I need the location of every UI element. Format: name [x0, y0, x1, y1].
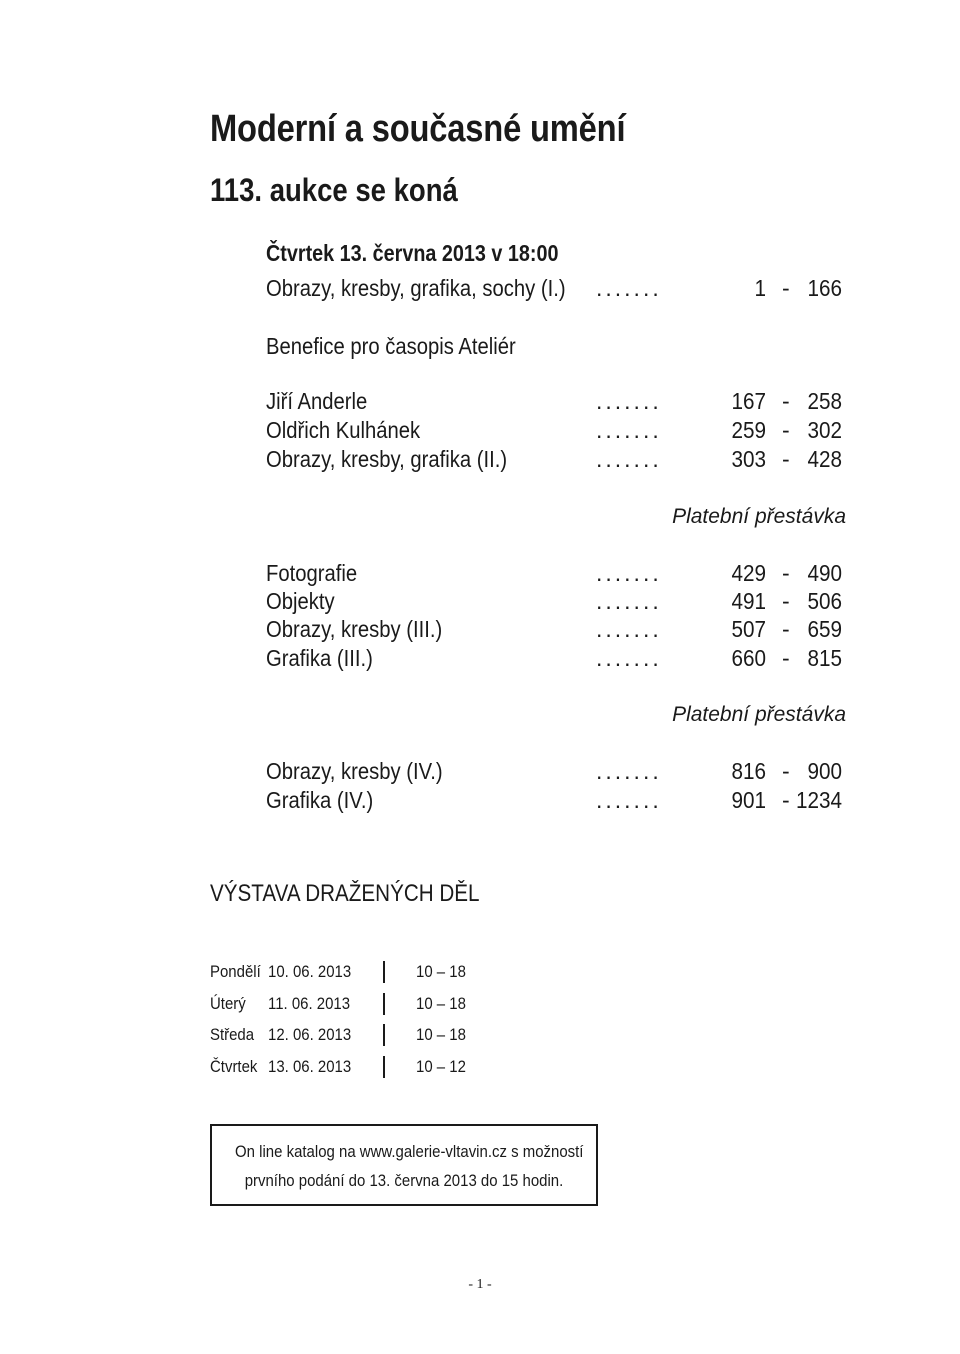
lot-dash: - — [782, 275, 790, 301]
lot-row — [266, 787, 866, 815]
lot-from: 491 — [731, 588, 766, 614]
lot-from: 429 — [731, 560, 766, 586]
lot-category: Obrazy, kresby, grafika, sochy (I.) — [266, 275, 566, 301]
lot-category: Jiří Anderle — [266, 388, 368, 414]
lot-row — [266, 560, 866, 588]
lot-to: 258 — [807, 388, 842, 414]
exhibition-heading: VÝSTAVA DRAŽENÝCH DĚL — [210, 880, 480, 907]
exhibition-date: 10. 06. 2013 — [268, 962, 352, 981]
lot-dash: - — [782, 588, 790, 614]
lot-to: 900 — [807, 758, 842, 784]
auction-subtitle: 113. aukce se koná — [210, 172, 458, 208]
lot-from: 259 — [731, 417, 766, 443]
separator-bar — [383, 1056, 385, 1078]
lot-dash: - — [782, 446, 790, 472]
page-number: - 1 - — [468, 1277, 492, 1292]
lot-to: 302 — [807, 417, 842, 443]
separator-bar — [383, 1024, 385, 1046]
lot-row — [266, 446, 866, 474]
lot-category: Obrazy, kresby (IV.) — [266, 758, 443, 784]
session-date: Čtvrtek 13. června 2013 v 18:00 — [266, 240, 559, 266]
exhibition-date: 11. 06. 2013 — [268, 994, 351, 1013]
exhibition-day-row — [210, 994, 510, 1018]
lot-dash: - — [782, 616, 790, 642]
exhibition-day: Středa — [210, 1025, 255, 1044]
exhibition-day: Čtvrtek — [210, 1057, 258, 1076]
exhibition-day-row — [210, 1057, 510, 1081]
lot-dash: - — [782, 787, 790, 813]
lot-row — [266, 388, 866, 416]
lot-category: Obrazy, kresby, grafika (II.) — [266, 446, 508, 472]
lot-category: Obrazy, kresby (III.) — [266, 616, 443, 642]
leader-dots: ....... — [596, 446, 662, 472]
catalog-line-2: prvního podání do 13. června 2013 do 15 hodin. — [244, 1171, 564, 1190]
lot-row — [266, 417, 866, 445]
exhibition-hours: 10 – 18 — [416, 994, 466, 1013]
lot-from: 660 — [731, 645, 766, 671]
leader-dots: ....... — [596, 275, 662, 301]
exhibition-day: Pondělí — [210, 962, 261, 981]
lot-from: 901 — [731, 787, 766, 813]
exhibition-date: 13. 06. 2013 — [268, 1057, 352, 1076]
separator-bar — [383, 961, 385, 983]
exhibition-hours: 10 – 18 — [416, 1025, 466, 1044]
exhibition-date: 12. 06. 2013 — [268, 1025, 352, 1044]
exhibition-day-row — [210, 962, 510, 986]
benefice-note: Benefice pro časopis Ateliér — [266, 333, 516, 359]
lot-category: Fotografie — [266, 560, 358, 586]
lot-from: 303 — [731, 446, 766, 472]
lot-dash: - — [782, 388, 790, 414]
lot-from: 167 — [731, 388, 766, 414]
exhibition-day-row — [210, 1025, 510, 1049]
lot-to: 490 — [807, 560, 842, 586]
lot-from: 1 — [754, 275, 766, 301]
leader-dots: ....... — [596, 560, 662, 586]
lot-to: 506 — [807, 588, 842, 614]
leader-dots: ....... — [596, 388, 662, 414]
lot-category: Oldřich Kulhánek — [266, 417, 421, 443]
payment-break-label: Platební přestávka — [672, 703, 846, 726]
leader-dots: ....... — [596, 758, 662, 784]
lot-from: 507 — [731, 616, 766, 642]
lot-row — [266, 275, 866, 303]
lot-category: Grafika (IV.) — [266, 787, 374, 813]
lot-row — [266, 758, 866, 786]
lot-dash: - — [782, 758, 790, 784]
lot-to: 166 — [807, 275, 842, 301]
online-catalog-box — [210, 1124, 598, 1206]
lot-from: 816 — [731, 758, 766, 784]
page-title: Moderní a současné umění — [210, 108, 626, 150]
lot-row — [266, 588, 866, 616]
leader-dots: ....... — [596, 645, 662, 671]
lot-row — [266, 645, 866, 673]
leader-dots: ....... — [596, 588, 662, 614]
lot-to: 659 — [807, 616, 842, 642]
payment-break-label: Platební přestávka — [672, 505, 846, 528]
exhibition-hours: 10 – 12 — [416, 1057, 466, 1076]
lot-dash: - — [782, 417, 790, 443]
lot-to: 1234 — [795, 787, 842, 813]
leader-dots: ....... — [596, 417, 662, 443]
leader-dots: ....... — [596, 616, 662, 642]
separator-bar — [383, 993, 385, 1015]
lot-dash: - — [782, 560, 790, 586]
lot-dash: - — [782, 645, 790, 671]
exhibition-hours: 10 – 18 — [416, 962, 466, 981]
lot-to: 815 — [807, 645, 842, 671]
lot-category: Grafika (III.) — [266, 645, 373, 671]
leader-dots: ....... — [596, 787, 662, 813]
lot-category: Objekty — [266, 588, 335, 614]
lot-to: 428 — [807, 446, 842, 472]
catalog-line-1: On line katalog na www.galerie-vltavin.cz s možností — [235, 1142, 584, 1161]
exhibition-day: Úterý — [210, 994, 246, 1013]
lot-row — [266, 616, 866, 644]
